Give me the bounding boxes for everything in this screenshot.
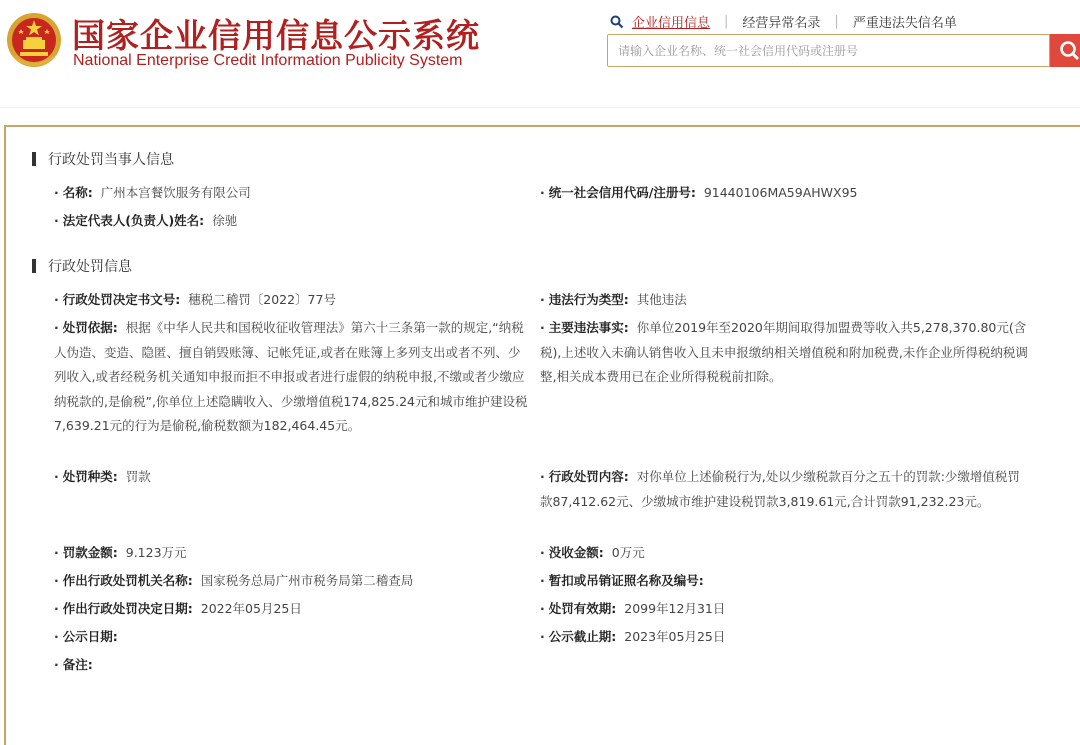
field-name: · 名称: 广州本宫餐饮服务有限公司 [54,185,251,200]
search-icon [1059,40,1080,62]
nav-divider: | [724,14,729,29]
nav-abnormal-list[interactable]: 经营异常名录 [742,16,821,31]
site-title[interactable]: 国家企业信用信息公示系统 [72,16,480,55]
field-penalty-content: · 行政处罚内容: 对你单位上述偷税行为,处以少缴税款百分之五十的罚款:少缴增值税罚款87,412.62元、少缴城市维护建设税罚款3,819.61元,合计罚款91,232.23元。 [540,469,1020,509]
field-main-facts: · 主要违法事实: 你单位2019年至2020年期间取得加盟费等收入共5,278,370.80元(含税),上述收入未确认销售收入且未申报缴纳相关增值税和附加税费,未作企业所得税纳税调整,相关成本费用已在企业所得税税前扣除。 [540,320,1028,384]
search-button[interactable] [1050,34,1080,67]
top-nav [610,12,957,31]
nav-serious-violation-list[interactable]: 严重违法失信名单 [852,16,957,31]
search-box [607,34,1050,67]
field-credit-code: · 统一社会信用代码/注册号: 91440106MA59AHWX95 [540,185,858,200]
field-penalty-type: · 处罚种类: 罚款 [54,469,151,484]
site-header [0,0,1080,108]
section-title-penalty: 行政处罚信息 [32,256,132,276]
section-marker [32,259,36,273]
nav-divider: | [834,14,839,29]
field-violation-type: · 违法行为类型: 其他违法 [540,292,687,307]
field-publicity-date: · 公示日期: [54,629,118,644]
field-decision-date: · 作出行政处罚决定日期: 2022年05月25日 [54,601,302,616]
field-legal-rep: · 法定代表人(负责人)姓名: 徐驰 [54,213,238,228]
site-subtitle: National Enterprise Credit Information Publicity System [73,52,463,69]
field-validity: · 处罚有效期: 2099年12月31日 [540,601,726,616]
field-publicity-end: · 公示截止期: 2023年05月25日 [540,629,726,644]
field-remark: · 备注: [54,657,93,672]
search-input[interactable] [608,35,1049,66]
nav-enterprise-credit[interactable]: 企业信用信息 [632,16,711,31]
field-license: · 暂扣或吊销证照名称及编号: [540,573,704,588]
national-emblem-icon[interactable] [6,10,62,70]
section-title-party: 行政处罚当事人信息 [32,149,174,169]
field-doc-no: · 行政处罚决定书文号: 穗税二稽罚〔2022〕77号 [54,292,336,307]
field-authority: · 作出行政处罚机关名称: 国家税务总局广州市税务局第二稽查局 [54,573,414,588]
search-icon [610,15,624,29]
field-confiscation-amount: · 没收金额: 0万元 [540,545,645,560]
field-fine-amount: · 罚款金额: 9.123万元 [54,545,187,560]
section-marker [32,152,36,166]
field-basis: · 处罚依据: 根据《中华人民共和国税收征收管理法》第六十三条第一款的规定,“纳税人伪造、变造、隐匿、擅自销毁账簿、记帐凭证,或者在账簿上多列支出或者不列、少列收入,或者经税务机关通知申报而拒不申报或者进行虚假的纳税申报,不缴或者少缴应纳税款的,是偷税”,你单位上述隐瞒收入、少缴增值税174,825.24元和城市维护建设税7,639.21元的行为是偷税,偷税数额为182,464.45元。 [54,320,528,433]
